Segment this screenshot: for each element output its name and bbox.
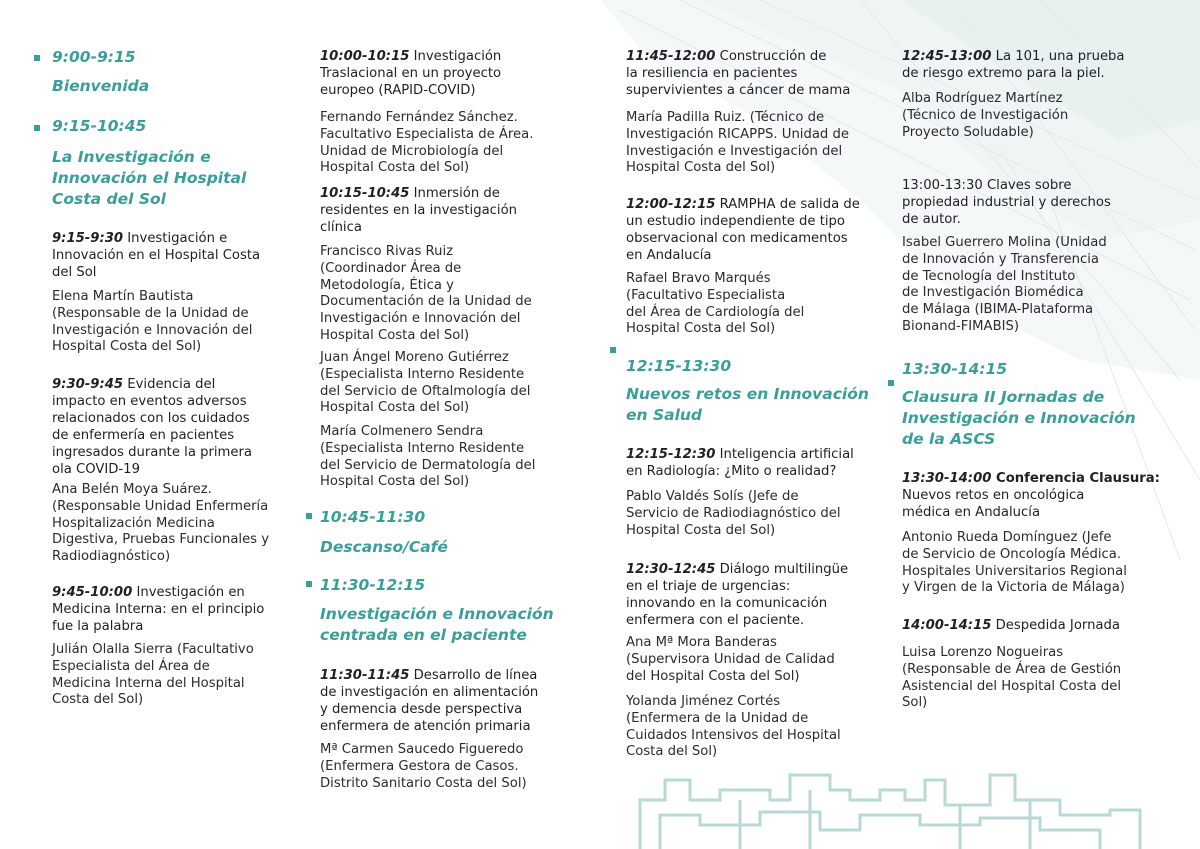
section-bullet <box>610 347 616 353</box>
section-title: La Investigación e Innovación el Hospital Costa del Sol <box>52 148 247 208</box>
section-bullet <box>306 513 312 519</box>
section-title: Nuevos retos en Innovación en Salud <box>626 385 869 424</box>
column-4 <box>880 0 1180 849</box>
talk-title: RAMPHA de salida de <box>715 197 860 212</box>
speaker-info: Ana Mª Mora Banderas (Supervisora Unidad de Calidad del Hospital Costa del Sol) <box>626 635 835 684</box>
program-item: 9:45-10:00 Investigación en Medicina Interna: en el principio fue la palabra <box>52 585 265 634</box>
program-item <box>52 230 297 281</box>
talk-time: 10:15-10:45 <box>320 186 410 201</box>
section-title: Bienvenida <box>52 77 150 95</box>
program-item <box>902 617 1177 634</box>
section-time: 10:45-11:30 <box>320 508 426 526</box>
section-bullet <box>888 380 894 386</box>
speaker-info: María Padilla Ruiz. (Técnico de Investigación RICAPPS. Unidad de Investigación e Investigación del Hospital Costa del Sol) <box>626 110 849 176</box>
talk-time: 12:30-12:45 <box>626 562 716 577</box>
section-title: Investigación e Innovación centrada en el paciente <box>320 605 554 644</box>
talk-time: 12:00-12:15 <box>626 197 716 212</box>
section-bullet <box>34 55 40 61</box>
program-item: 13:00-13:30 Claves sobre propiedad industrial y derechos de autor. <box>902 177 1177 228</box>
talk-time: 9:15-9:30 <box>52 231 124 246</box>
speaker-info: Ana Belén Moya Suárez. (Responsable Unidad Enfermería Hospitalización Medicina Digestiva, Pruebas Funcionales y Radiodiagnóstico) <box>52 482 270 565</box>
speaker-info: Pablo Valdés Solís (Jefe de Servicio de Radiodiagnóstico del Hospital Costa del Sol) <box>626 489 841 538</box>
column-1 <box>0 0 300 849</box>
program-item: 12:45-13:00 La 101, una prueba de riesgo extremo para la piel. <box>902 49 1125 81</box>
talk-title: Investigación e <box>123 231 228 246</box>
talk-title: Evidencia del <box>123 377 216 392</box>
talk-title: Construcción de <box>715 49 827 64</box>
program-item: 11:30-11:45 Desarrollo de línea de investigación en alimentación y demencia desde perspectiva enfermera de atención primaria <box>320 668 539 734</box>
talk-time: 12:45-13:00 <box>902 49 992 64</box>
program-item: 10:00-10:15 Investigación Traslacional en un proyecto europeo (RAPID-COVID) <box>320 49 502 98</box>
speaker-info: Francisco Rivas Ruiz (Coordinador Área de Metodología, Ética y Documentación de la Unidad de Investigación e Innovación del Hospital Costa del Sol) <box>320 244 532 343</box>
speaker-info: Elena Martín Bautista (Responsable de la Unidad de Investigación e Innovación del Hospital Costa del Sol) <box>52 289 253 355</box>
talk-time: 12:15-12:30 <box>626 447 716 462</box>
talk-time: 9:30-9:45 <box>52 377 124 392</box>
talk-title: La 101, una prueba <box>991 49 1125 64</box>
speaker-info: Antonio Rueda Domínguez (Jefe de Servicio de Oncología Médica. Hospitales Universitarios Regional y Virgen de la Victoria de Málaga) <box>902 530 1127 596</box>
section-title: Descanso/Café <box>320 538 448 556</box>
section-time: 11:30-12:15 <box>320 576 426 594</box>
speaker-info: Rafael Bravo Marqués (Facultativo Especialista del Área de Cardiología del Hospital Costa del Sol) <box>626 271 805 337</box>
speaker-info: Juan Ángel Moreno Gutiérrez (Especialista Interno Residente del Servicio de Oftalmología del Hospital Costa del Sol) <box>320 350 531 416</box>
talk-title: Inteligencia artificial <box>715 447 854 462</box>
speaker-info: Mª Carmen Saucedo Figueredo (Enfermera Gestora de Casos. Distrito Sanitario Costa del Sol) <box>320 742 527 791</box>
program-item: 12:30-12:45 Diálogo multilingüe en el triaje de urgencias: innovando en la comunicación enfermera con el paciente. <box>626 562 849 628</box>
column-2 <box>300 0 604 849</box>
section-time: 12:15-13:30 <box>626 357 732 375</box>
speaker-info: Isabel Guerrero Molina (Unidad de Innovación y Transferencia de Tecnología del Instituto de Investigación Biomédica de Málaga (IBIMA-Plataforma Bionand-FIMABIS) <box>902 235 1107 334</box>
talk-title: Investigación en <box>132 585 245 600</box>
talk-title: Despedida Jornada <box>991 618 1120 633</box>
talk-title: 13:00-13:30 Claves sobre <box>902 178 1072 193</box>
talk-title: Innovación en el Hospital Costa <box>52 248 261 263</box>
section-time: 9:15-10:45 <box>52 117 147 135</box>
talk-time: 10:00-10:15 <box>320 49 410 64</box>
program-item: 9:30-9:45 Evidencia del impacto en eventos adversos relacionados con los cuidados de enfermería en pacientes ingresados durante la primera ola COVID-19 <box>52 377 253 477</box>
speaker-info: Luisa Lorenzo Nogueiras (Responsable de Área de Gestión Asistencial del Hospital Costa del Sol) <box>902 645 1122 711</box>
speaker-info: Julián Olalla Sierra (Facultativo Especialista del Área de Medicina Interna del Hospital Costa del Sol) <box>52 642 254 708</box>
section-time: 9:00-9:15 <box>52 48 136 66</box>
talk-time: 14:00-14:15 <box>902 618 992 633</box>
talk-title: Inmersión de <box>409 186 500 201</box>
talk-time: 13:30-14:00 <box>902 471 992 486</box>
talk-time: 11:30-11:45 <box>320 668 410 683</box>
talk-time: 11:45-12:00 <box>626 49 716 64</box>
talk-title: Diálogo multilingüe <box>715 562 849 577</box>
section-time: 13:30-14:15 <box>902 360 1008 378</box>
program-item: 11:45-12:00 Construcción de la resiliencia en pacientes supervivientes a cáncer de mama <box>626 49 851 98</box>
speaker-info: Alba Rodríguez Martínez (Técnico de Investigación Proyecto Soludable) <box>902 91 1069 140</box>
program-item: 12:15-12:30 Inteligencia artificial en Radiología: ¿Mito o realidad? <box>626 447 854 479</box>
speaker-info: Yolanda Jiménez Cortés (Enfermera de la Unidad de Cuidados Intensivos del Hospital Costa del Sol) <box>626 694 841 760</box>
speaker-info: María Colmenero Sendra (Especialista Interno Residente del Servicio de Dermatología del Hospital Costa del Sol) <box>320 424 536 490</box>
section-bullet <box>306 581 312 587</box>
column-3 <box>604 0 880 849</box>
section-title: Clausura II Jornadas de Investigación e Innovación de la ASCS <box>902 388 1136 448</box>
talk-title: Desarrollo de línea <box>409 668 538 683</box>
speaker-info: Fernando Fernández Sánchez. Facultativo Especialista de Área. Unidad de Microbiología del Hospital Costa del Sol) <box>320 110 534 176</box>
section-bullet <box>34 125 40 131</box>
program-item: 12:00-12:15 RAMPHA de salida de un estudio independiente de tipo observacional con medicamentos en Andalucía <box>626 197 860 263</box>
talk-title: Conferencia Clausura: <box>991 471 1160 486</box>
program-item: 13:30-14:00 Conferencia Clausura: Nuevos retos en oncológica médica en Andalucía <box>902 471 1160 520</box>
talk-title: Investigación <box>409 49 502 64</box>
program-item: 10:15-10:45 Inmersión de residentes en la investigación clínica <box>320 186 518 235</box>
talk-title: del Sol <box>52 265 97 280</box>
talk-time: 9:45-10:00 <box>52 585 133 600</box>
